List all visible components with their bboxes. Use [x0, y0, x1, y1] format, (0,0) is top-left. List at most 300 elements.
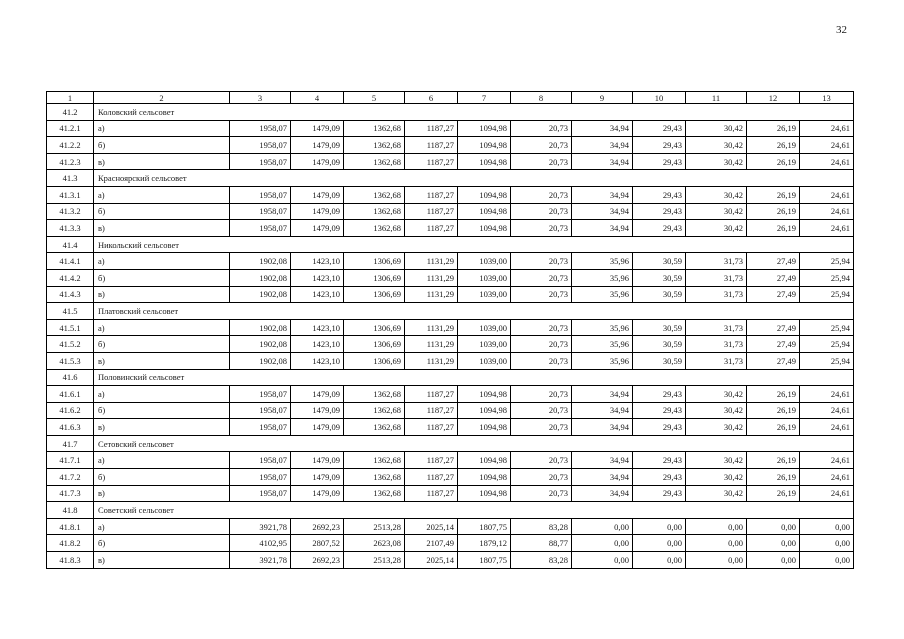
row-option: а) [94, 386, 230, 403]
value-cell: 20,73 [511, 419, 572, 436]
value-cell: 0,00 [572, 518, 633, 535]
row-code: 41.4.3 [47, 286, 94, 303]
value-cell: 0,00 [747, 535, 800, 552]
value-cell: 34,94 [572, 485, 633, 502]
value-cell: 1958,07 [230, 137, 291, 154]
column-header: 13 [800, 92, 854, 104]
value-cell: 27,49 [747, 253, 800, 270]
section-code: 41.3 [47, 170, 94, 187]
value-cell: 34,94 [572, 153, 633, 170]
value-cell: 1187,27 [405, 485, 458, 502]
value-cell: 30,59 [633, 336, 686, 353]
row-code: 41.4.1 [47, 253, 94, 270]
value-cell: 1094,98 [458, 469, 511, 486]
row-code: 41.5.1 [47, 319, 94, 336]
section-row [47, 104, 854, 121]
section-row [47, 236, 854, 253]
value-cell: 1039,00 [458, 319, 511, 336]
value-cell: 1479,09 [291, 485, 344, 502]
value-cell: 0,00 [747, 552, 800, 569]
value-cell: 20,73 [511, 286, 572, 303]
value-cell: 20,73 [511, 186, 572, 203]
section-title: Сетовский сельсовет [94, 435, 854, 452]
value-cell: 31,73 [686, 269, 747, 286]
value-cell: 0,00 [572, 535, 633, 552]
value-cell: 2692,23 [291, 552, 344, 569]
row-option: в) [94, 286, 230, 303]
value-cell: 1131,29 [405, 319, 458, 336]
value-cell: 20,73 [511, 203, 572, 220]
value-cell: 1807,75 [458, 518, 511, 535]
value-cell: 1187,27 [405, 220, 458, 237]
value-cell: 34,94 [572, 386, 633, 403]
value-cell: 35,96 [572, 286, 633, 303]
section-row [47, 170, 854, 187]
value-cell: 24,61 [800, 485, 854, 502]
value-cell: 1094,98 [458, 137, 511, 154]
value-cell: 24,61 [800, 452, 854, 469]
value-cell: 1423,10 [291, 319, 344, 336]
value-cell: 26,19 [747, 186, 800, 203]
row-code: 41.6.1 [47, 386, 94, 403]
row-option: а) [94, 253, 230, 270]
value-cell: 1958,07 [230, 485, 291, 502]
value-cell: 1094,98 [458, 153, 511, 170]
value-cell: 29,43 [633, 220, 686, 237]
page-number: 32 [836, 24, 847, 36]
column-header: 11 [686, 92, 747, 104]
value-cell: 35,96 [572, 319, 633, 336]
value-cell: 0,00 [686, 518, 747, 535]
value-cell: 30,42 [686, 419, 747, 436]
column-header: 6 [405, 92, 458, 104]
value-cell: 30,59 [633, 253, 686, 270]
column-header: 4 [291, 92, 344, 104]
value-cell: 1362,68 [344, 186, 405, 203]
table-row [47, 220, 854, 237]
value-cell: 29,43 [633, 402, 686, 419]
value-cell: 29,43 [633, 419, 686, 436]
value-cell: 1479,09 [291, 186, 344, 203]
table-header-row [47, 92, 854, 104]
value-cell: 27,49 [747, 286, 800, 303]
section-code: 41.2 [47, 104, 94, 121]
value-cell: 1362,68 [344, 452, 405, 469]
section-row [47, 303, 854, 320]
value-cell: 26,19 [747, 452, 800, 469]
value-cell: 20,73 [511, 336, 572, 353]
row-code: 41.3.1 [47, 186, 94, 203]
table-row [47, 203, 854, 220]
value-cell: 20,73 [511, 352, 572, 369]
row-code: 41.5.2 [47, 336, 94, 353]
value-cell: 27,49 [747, 319, 800, 336]
value-cell: 1479,09 [291, 153, 344, 170]
value-cell: 34,94 [572, 452, 633, 469]
table-row [47, 419, 854, 436]
table-row [47, 137, 854, 154]
value-cell: 30,42 [686, 452, 747, 469]
value-cell: 24,61 [800, 402, 854, 419]
value-cell: 25,94 [800, 253, 854, 270]
section-title: Советский сельсовет [94, 502, 854, 519]
table-row [47, 153, 854, 170]
value-cell: 1362,68 [344, 419, 405, 436]
value-cell: 1479,09 [291, 220, 344, 237]
row-option: в) [94, 485, 230, 502]
row-code: 41.3.2 [47, 203, 94, 220]
value-cell: 2025,14 [405, 518, 458, 535]
value-cell: 25,94 [800, 336, 854, 353]
row-option: а) [94, 186, 230, 203]
value-cell: 26,19 [747, 485, 800, 502]
value-cell: 29,43 [633, 120, 686, 137]
value-cell: 1958,07 [230, 153, 291, 170]
value-cell: 1958,07 [230, 220, 291, 237]
section-row [47, 369, 854, 386]
value-cell: 26,19 [747, 419, 800, 436]
value-cell: 1807,75 [458, 552, 511, 569]
value-cell: 1094,98 [458, 220, 511, 237]
value-cell: 1958,07 [230, 203, 291, 220]
value-cell: 1479,09 [291, 203, 344, 220]
value-cell: 24,61 [800, 220, 854, 237]
section-code: 41.8 [47, 502, 94, 519]
row-code: 41.8.2 [47, 535, 94, 552]
value-cell: 34,94 [572, 469, 633, 486]
value-cell: 35,96 [572, 253, 633, 270]
row-code: 41.8.3 [47, 552, 94, 569]
value-cell: 20,73 [511, 469, 572, 486]
row-code: 41.6.3 [47, 419, 94, 436]
value-cell: 26,19 [747, 386, 800, 403]
row-code: 41.7.2 [47, 469, 94, 486]
table-row [47, 518, 854, 535]
value-cell: 88,77 [511, 535, 572, 552]
row-code: 41.6.2 [47, 402, 94, 419]
tariff-table [46, 91, 854, 569]
value-cell: 26,19 [747, 402, 800, 419]
value-cell: 1187,27 [405, 137, 458, 154]
value-cell: 27,49 [747, 352, 800, 369]
value-cell: 1423,10 [291, 269, 344, 286]
value-cell: 30,42 [686, 120, 747, 137]
row-option: а) [94, 120, 230, 137]
value-cell: 1479,09 [291, 402, 344, 419]
value-cell: 1362,68 [344, 203, 405, 220]
value-cell: 29,43 [633, 485, 686, 502]
value-cell: 25,94 [800, 352, 854, 369]
value-cell: 20,73 [511, 220, 572, 237]
value-cell: 1902,08 [230, 253, 291, 270]
value-cell: 1902,08 [230, 319, 291, 336]
value-cell: 2807,52 [291, 535, 344, 552]
value-cell: 1094,98 [458, 203, 511, 220]
value-cell: 2692,23 [291, 518, 344, 535]
row-option: а) [94, 518, 230, 535]
value-cell: 0,00 [800, 552, 854, 569]
value-cell: 29,43 [633, 452, 686, 469]
value-cell: 31,73 [686, 336, 747, 353]
table-row [47, 552, 854, 569]
value-cell: 29,43 [633, 386, 686, 403]
value-cell: 1362,68 [344, 485, 405, 502]
value-cell: 20,73 [511, 485, 572, 502]
value-cell: 29,43 [633, 203, 686, 220]
row-code: 41.2.2 [47, 137, 94, 154]
row-option: в) [94, 552, 230, 569]
value-cell: 31,73 [686, 286, 747, 303]
section-row [47, 502, 854, 519]
value-cell: 20,73 [511, 269, 572, 286]
value-cell: 1187,27 [405, 186, 458, 203]
value-cell: 1094,98 [458, 120, 511, 137]
value-cell: 1362,68 [344, 137, 405, 154]
value-cell: 1958,07 [230, 386, 291, 403]
row-option: в) [94, 220, 230, 237]
column-header: 10 [633, 92, 686, 104]
row-option: б) [94, 402, 230, 419]
value-cell: 29,43 [633, 186, 686, 203]
value-cell: 1958,07 [230, 469, 291, 486]
value-cell: 1131,29 [405, 269, 458, 286]
value-cell: 1187,27 [405, 386, 458, 403]
value-cell: 1958,07 [230, 402, 291, 419]
value-cell: 83,28 [511, 552, 572, 569]
value-cell: 1958,07 [230, 452, 291, 469]
value-cell: 30,42 [686, 402, 747, 419]
value-cell: 35,96 [572, 352, 633, 369]
value-cell: 20,73 [511, 452, 572, 469]
value-cell: 24,61 [800, 153, 854, 170]
value-cell: 0,00 [633, 552, 686, 569]
value-cell: 1131,29 [405, 286, 458, 303]
column-header: 3 [230, 92, 291, 104]
value-cell: 1306,69 [344, 253, 405, 270]
value-cell: 1902,08 [230, 352, 291, 369]
value-cell: 27,49 [747, 336, 800, 353]
value-cell: 20,73 [511, 137, 572, 154]
row-code: 41.2.1 [47, 120, 94, 137]
value-cell: 25,94 [800, 269, 854, 286]
value-cell: 1187,27 [405, 402, 458, 419]
value-cell: 1094,98 [458, 419, 511, 436]
column-header: 7 [458, 92, 511, 104]
row-option: в) [94, 352, 230, 369]
value-cell: 1187,27 [405, 452, 458, 469]
section-code: 41.5 [47, 303, 94, 320]
value-cell: 0,00 [572, 552, 633, 569]
value-cell: 0,00 [686, 535, 747, 552]
value-cell: 1479,09 [291, 452, 344, 469]
value-cell: 30,42 [686, 485, 747, 502]
value-cell: 1479,09 [291, 120, 344, 137]
section-code: 41.4 [47, 236, 94, 253]
value-cell: 1362,68 [344, 120, 405, 137]
table-row [47, 485, 854, 502]
value-cell: 0,00 [633, 518, 686, 535]
value-cell: 24,61 [800, 469, 854, 486]
value-cell: 1879,12 [458, 535, 511, 552]
row-option: б) [94, 137, 230, 154]
table-row [47, 469, 854, 486]
value-cell: 26,19 [747, 220, 800, 237]
section-row [47, 435, 854, 452]
value-cell: 2513,28 [344, 518, 405, 535]
value-cell: 29,43 [633, 469, 686, 486]
row-option: б) [94, 535, 230, 552]
value-cell: 24,61 [800, 120, 854, 137]
value-cell: 1902,08 [230, 286, 291, 303]
value-cell: 1902,08 [230, 336, 291, 353]
table-row [47, 336, 854, 353]
row-option: а) [94, 452, 230, 469]
value-cell: 1362,68 [344, 469, 405, 486]
value-cell: 20,73 [511, 319, 572, 336]
value-cell: 2623,08 [344, 535, 405, 552]
value-cell: 24,61 [800, 419, 854, 436]
table-row [47, 286, 854, 303]
value-cell: 30,42 [686, 137, 747, 154]
value-cell: 34,94 [572, 220, 633, 237]
value-cell: 1131,29 [405, 352, 458, 369]
row-option: а) [94, 319, 230, 336]
row-code: 41.4.2 [47, 269, 94, 286]
value-cell: 30,59 [633, 352, 686, 369]
value-cell: 20,73 [511, 253, 572, 270]
table-row [47, 386, 854, 403]
value-cell: 1306,69 [344, 352, 405, 369]
row-option: в) [94, 153, 230, 170]
value-cell: 1187,27 [405, 203, 458, 220]
value-cell: 34,94 [572, 419, 633, 436]
section-code: 41.7 [47, 435, 94, 452]
value-cell: 0,00 [800, 535, 854, 552]
value-cell: 34,94 [572, 120, 633, 137]
table-row [47, 269, 854, 286]
value-cell: 20,73 [511, 153, 572, 170]
value-cell: 0,00 [800, 518, 854, 535]
table-row [47, 452, 854, 469]
table-row [47, 186, 854, 203]
value-cell: 31,73 [686, 319, 747, 336]
value-cell: 30,42 [686, 153, 747, 170]
value-cell: 1958,07 [230, 186, 291, 203]
value-cell: 26,19 [747, 469, 800, 486]
section-code: 41.6 [47, 369, 94, 386]
value-cell: 1094,98 [458, 452, 511, 469]
value-cell: 1131,29 [405, 336, 458, 353]
value-cell: 1423,10 [291, 286, 344, 303]
column-header: 9 [572, 92, 633, 104]
value-cell: 30,42 [686, 220, 747, 237]
value-cell: 1306,69 [344, 336, 405, 353]
value-cell: 34,94 [572, 203, 633, 220]
value-cell: 29,43 [633, 137, 686, 154]
value-cell: 1479,09 [291, 137, 344, 154]
column-header: 8 [511, 92, 572, 104]
table-body [47, 92, 854, 569]
value-cell: 1423,10 [291, 352, 344, 369]
row-option: в) [94, 419, 230, 436]
value-cell: 1187,27 [405, 419, 458, 436]
value-cell: 1423,10 [291, 253, 344, 270]
column-header: 12 [747, 92, 800, 104]
value-cell: 26,19 [747, 137, 800, 154]
value-cell: 2025,14 [405, 552, 458, 569]
section-title: Платовский сельсовет [94, 303, 854, 320]
value-cell: 1958,07 [230, 120, 291, 137]
table-row [47, 319, 854, 336]
value-cell: 34,94 [572, 137, 633, 154]
value-cell: 1306,69 [344, 319, 405, 336]
value-cell: 1306,69 [344, 269, 405, 286]
value-cell: 1362,68 [344, 220, 405, 237]
value-cell: 0,00 [747, 518, 800, 535]
value-cell: 24,61 [800, 386, 854, 403]
value-cell: 1094,98 [458, 186, 511, 203]
value-cell: 30,59 [633, 319, 686, 336]
row-code: 41.3.3 [47, 220, 94, 237]
row-code: 41.5.3 [47, 352, 94, 369]
value-cell: 25,94 [800, 319, 854, 336]
value-cell: 24,61 [800, 137, 854, 154]
value-cell: 34,94 [572, 402, 633, 419]
value-cell: 1306,69 [344, 286, 405, 303]
row-code: 41.7.1 [47, 452, 94, 469]
value-cell: 1479,09 [291, 469, 344, 486]
value-cell: 1094,98 [458, 386, 511, 403]
value-cell: 3921,78 [230, 552, 291, 569]
table-row [47, 253, 854, 270]
value-cell: 1187,27 [405, 120, 458, 137]
value-cell: 31,73 [686, 352, 747, 369]
section-title: Никольский сельсовет [94, 236, 854, 253]
value-cell: 20,73 [511, 120, 572, 137]
value-cell: 1039,00 [458, 253, 511, 270]
table-row [47, 535, 854, 552]
value-cell: 24,61 [800, 186, 854, 203]
value-cell: 1479,09 [291, 419, 344, 436]
value-cell: 1362,68 [344, 386, 405, 403]
value-cell: 29,43 [633, 153, 686, 170]
value-cell: 34,94 [572, 186, 633, 203]
value-cell: 30,42 [686, 386, 747, 403]
value-cell: 27,49 [747, 269, 800, 286]
value-cell: 35,96 [572, 336, 633, 353]
row-code: 41.2.3 [47, 153, 94, 170]
value-cell: 20,73 [511, 402, 572, 419]
section-title: Половинский сельсовет [94, 369, 854, 386]
column-header: 5 [344, 92, 405, 104]
value-cell: 1094,98 [458, 485, 511, 502]
row-option: б) [94, 269, 230, 286]
value-cell: 0,00 [686, 552, 747, 569]
value-cell: 24,61 [800, 203, 854, 220]
value-cell: 1039,00 [458, 286, 511, 303]
value-cell: 1479,09 [291, 386, 344, 403]
value-cell: 31,73 [686, 253, 747, 270]
value-cell: 1187,27 [405, 469, 458, 486]
row-code: 41.8.1 [47, 518, 94, 535]
value-cell: 1039,00 [458, 269, 511, 286]
value-cell: 30,59 [633, 286, 686, 303]
value-cell: 1423,10 [291, 336, 344, 353]
value-cell: 1131,29 [405, 253, 458, 270]
value-cell: 2513,28 [344, 552, 405, 569]
value-cell: 1902,08 [230, 269, 291, 286]
value-cell: 26,19 [747, 203, 800, 220]
